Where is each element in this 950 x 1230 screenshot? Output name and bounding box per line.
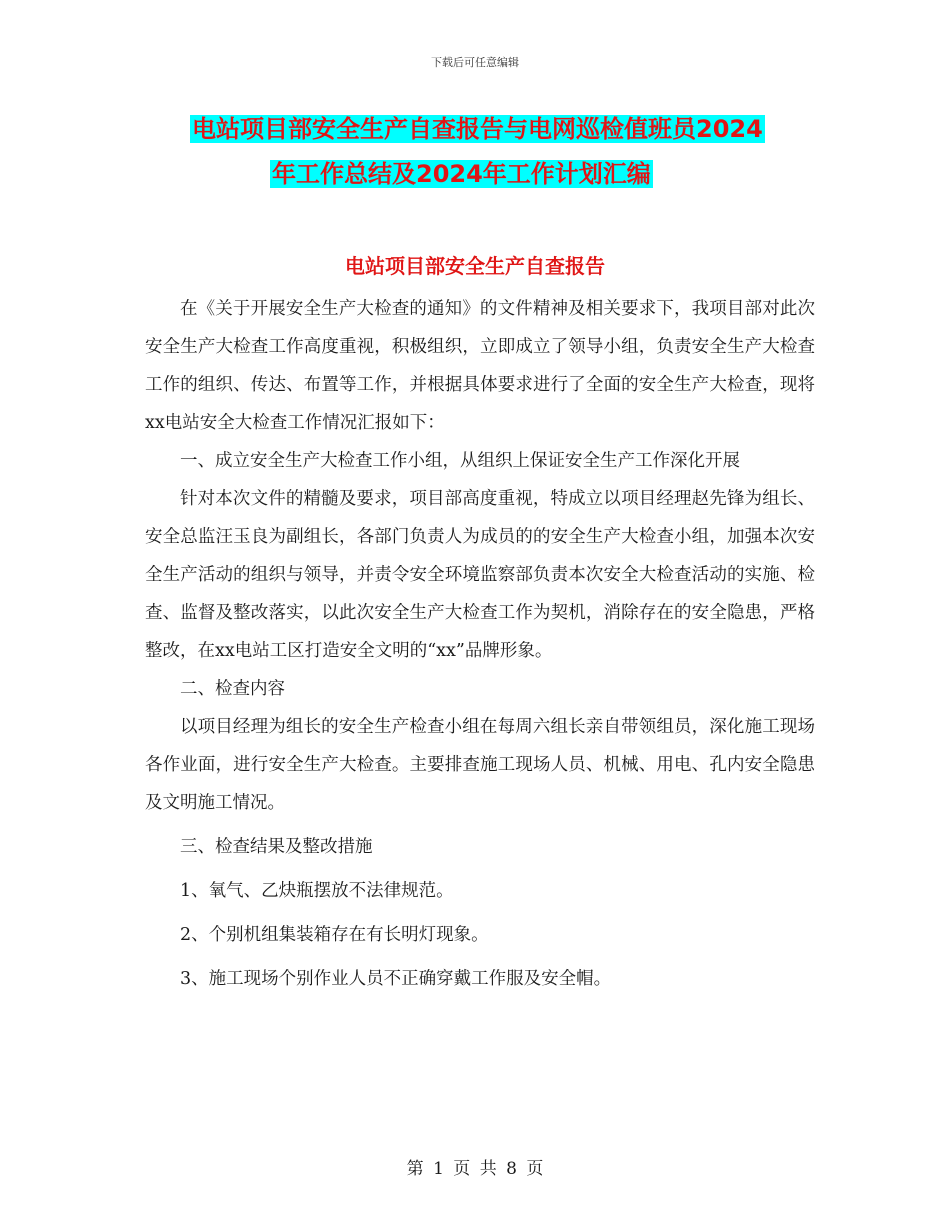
document-title xyxy=(190,114,830,204)
heading-part-3: 三、检查结果及整改措施 xyxy=(180,837,373,857)
section-title: 电站项目部安全生产自查报告 xyxy=(345,254,605,278)
document-title-line-2 xyxy=(190,159,830,189)
result-item-2: 2、个别机组集装箱存在有长明灯现象。 xyxy=(180,925,489,945)
paragraph-content: 以项目经理为组长的安全生产检查小组在每周六组长亲自带领组员，深化施工现场各作业面，进行安全生产大检查。主要排查施工现场人员、机械、用电、孔内安全隐患及文明施工情况。 xyxy=(145,717,815,813)
title-highlight-1: 电站项目部安全生产自查报告与电网巡检值班员2024 xyxy=(192,115,763,143)
paragraph-intro: 在《关于开展安全生产大检查的通知》的文件精神及相关要求下，我项目部对此次安全生产大检查工作高度重视，积极组织，立即成立了领导小组，负责安全生产大检查工作的组织、传达、布置等工作，并根据具体要求进行了全面的安全生产大检查，现将xx电站安全大检查工作情况汇报如下： xyxy=(145,299,815,433)
document-body xyxy=(145,290,815,998)
page-header-note: 下载后可任意编辑 xyxy=(431,56,519,69)
heading-part-2: 二、检查内容 xyxy=(180,679,285,699)
result-item-3: 3、施工现场个别作业人员不正确穿戴工作服及安全帽。 xyxy=(180,969,612,989)
title-highlight-2: 年工作总结及2024年工作计划汇编 xyxy=(272,160,651,188)
document-title-line-1 xyxy=(190,114,830,144)
result-item-1: 1、氧气、乙炔瓶摆放不法律规范。 xyxy=(180,881,454,901)
paragraph-team: 针对本次文件的精髓及要求，项目部高度重视，特成立以项目经理赵先锋为组长、安全总监汪玉良为副组长，各部门负责人为成员的的安全生产大检查小组，加强本次安全生产活动的组织与领导，并责令安全环境监察部负责本次安全大检查活动的实施、检查、监督及整改落实，以此次安全生产大检查工作为契机，消除存在的安全隐患，严格整改，在xx电站工区打造安全文明的“xx”品牌形象。 xyxy=(145,489,815,661)
page-number: 第 1 页 共 8 页 xyxy=(406,1159,544,1179)
heading-part-1: 一、成立安全生产大检查工作小组，从组织上保证安全生产工作深化开展 xyxy=(180,451,740,471)
